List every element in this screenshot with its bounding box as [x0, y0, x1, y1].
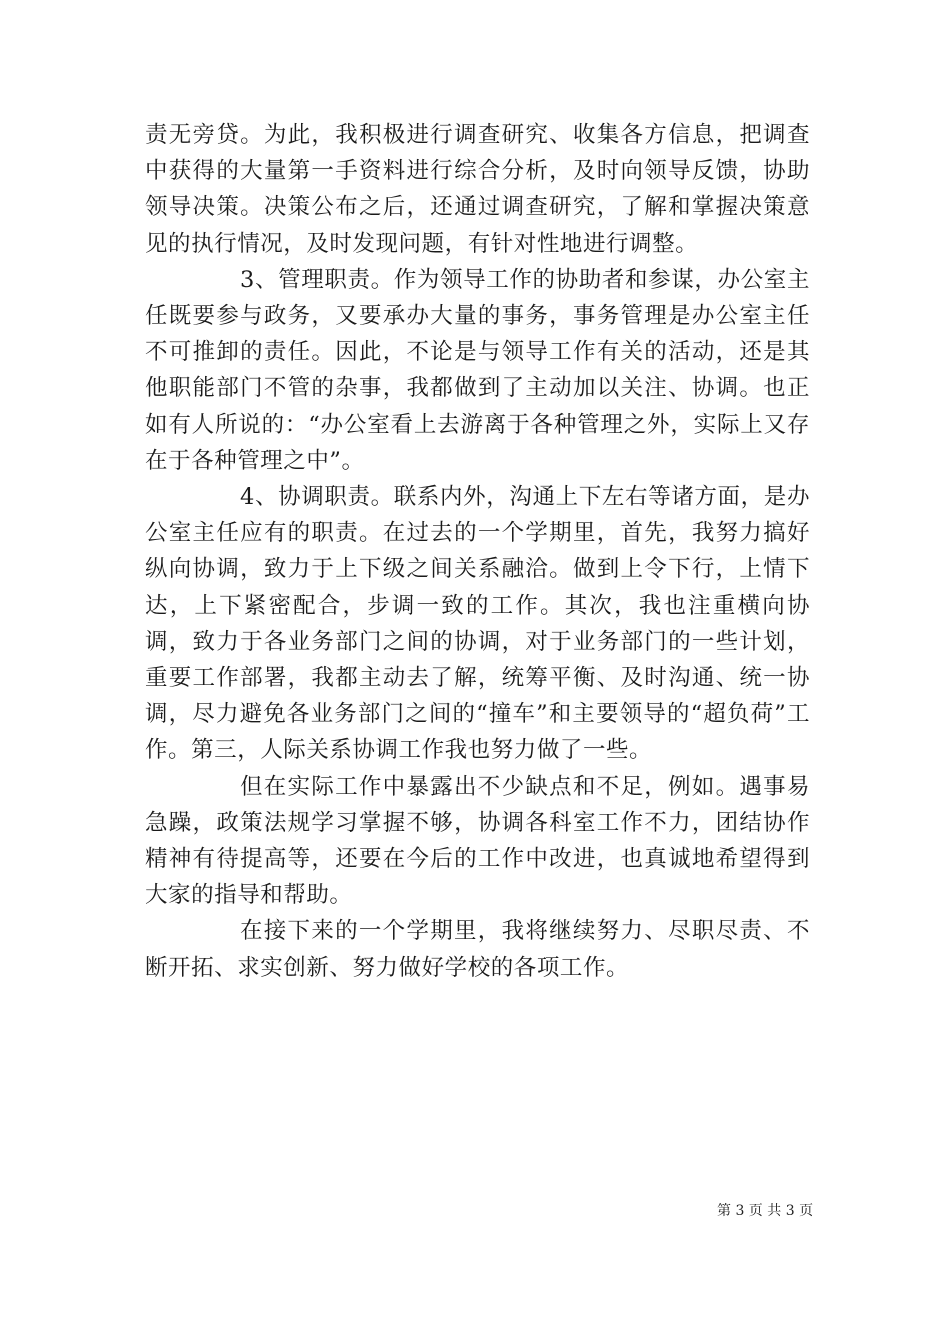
paragraph-4: 但在实际工作中暴露出不少缺点和不足，例如。遇事易急躁，政策法规学习掌握不够，协调各科室工作不力，团结协作精神有待提高等，还要在今后的工作中改进，也真诚地希望得到大家的指导和帮助。: [145, 773, 810, 909]
page-number-footer: 第 3 页 共 3 页: [717, 1203, 814, 1219]
paragraph-2: 3、管理职责。作为领导工作的协助者和参谋，办公室主任既要参与政务，又要承办大量的事务，事务管理是办公室主任不可推卸的责任。因此，不论是与领导工作有关的活动，还是其他职能部门不管的杂事，我都做到了主动加以关注、协调。也正如有人所说的：“办公室看上去游离于各种管理之外，实际上又存在于各种管理之中”。: [145, 266, 810, 474]
paragraph-1: 责无旁贷。为此，我积极进行调查研究、收集各方信息，把调查中获得的大量第一手资料进行综合分析，及时向领导反馈，协助领导决策。决策公布之后，还通过调查研究，了解和掌握决策意见的执行情况，及时发现问题，有针对性地进行调整。: [145, 122, 810, 257]
paragraph-5: 在接下来的一个学期里，我将继续努力、尽职尽责、不断开拓、求实创新、努力做好学校的各项工作。: [145, 918, 810, 981]
paragraph-3: 4、协调职责。联系内外，沟通上下左右等诸方面，是办公室主任应有的职责。在过去的一个学期里，首先，我努力搞好纵向协调，致力于上下级之间关系融洽。做到上令下行，上情下达，上下紧密配合，步调一致的工作。其次，我也注重横向协调，致力于各业务部门之间的协调，对于业务部门的一些计划，重要工作部署，我都主动去了解，统筹平衡、及时沟通、统一协调，尽力避免各业务部门之间的“撞车”和主要领导的“超负荷”工作。第三，人际关系协调工作我也努力做了一些。: [145, 484, 810, 764]
body-text: [145, 117, 810, 986]
